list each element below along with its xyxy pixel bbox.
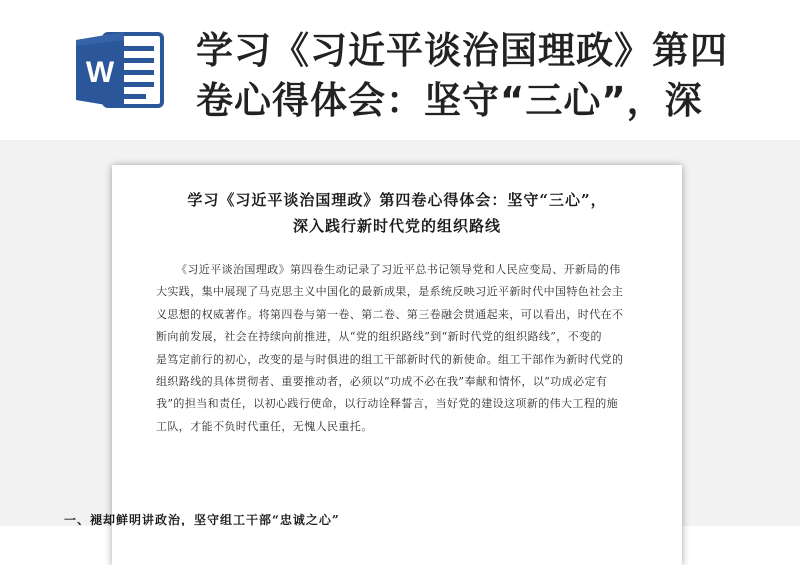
body-line: 断向前发展，社会在持续向前推进，从“党的组织路线”到“新时代党的组织路线”，不变的 [156, 330, 602, 344]
banner-title-line: 学习《习近平谈治国理政》第四 [196, 29, 728, 72]
document-title-line: 学习《习近平谈治国理政》第四卷心得体会：坚守“三心”， [187, 191, 607, 209]
document-body [156, 259, 642, 438]
body-line: 我”的担当和责任，以初心践行使命，以行动诠释誓言，当好党的建设这项新的伟大工程的施 [156, 397, 619, 411]
body-line: 组织路线的具体贯彻者、重要推动者，必须以“功成不必在我”奉献和情怀，以“功成必定有 [156, 374, 608, 388]
body-line: 大实践，集中展现了马克思主义中国化的最新成果，是系统反映习近平新时代中国特色社会主 [156, 285, 624, 299]
document-title [112, 187, 682, 239]
body-line: 《习近平谈治国理政》第四卷生动记录了习近平总书记领导党和人民应变局、开新局的伟 [176, 263, 621, 276]
document-title-line: 深入践行新时代党的组织路线 [292, 217, 501, 235]
word-logo-letter: W [85, 56, 115, 89]
banner-title [196, 26, 796, 126]
section-heading: 一、褪却鲜明讲政治，坚守组工干部“忠诚之心” [64, 513, 340, 526]
document-page [112, 165, 682, 565]
banner-title-line: 卷心得体会：坚守“三心”，深 [196, 79, 703, 122]
body-line: 是笃定前行的初心，改变的是与时俱进的组工干部新时代的新使命。组工干部作为新时代党的 [156, 352, 624, 366]
body-line: 工队，才能不负时代重任，无愧人民重托。 [156, 419, 373, 433]
banner [0, 0, 800, 140]
word-document-icon [74, 30, 166, 110]
body-line: 义思想的权威著作。将第四卷与第一卷、第二卷、第三卷融会贯通起来，可以看出，时代在不 [156, 307, 624, 321]
